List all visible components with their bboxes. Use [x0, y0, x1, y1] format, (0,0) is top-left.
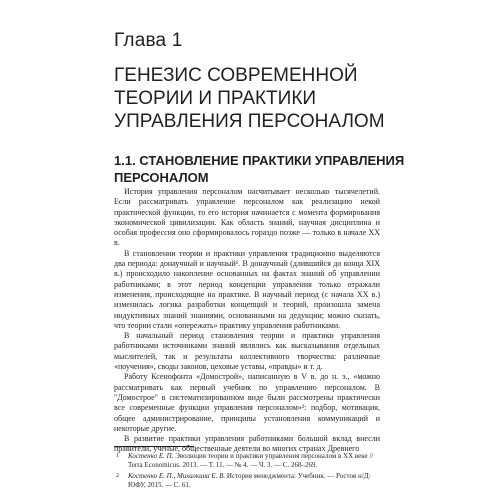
body-text — [114, 187, 380, 455]
footnote-number: 1 — [116, 453, 119, 459]
footnote — [114, 452, 380, 470]
footnote-author: Костенко Е. П. — [128, 452, 174, 460]
footnote-number: 2 — [116, 473, 119, 479]
footnote-divider — [114, 446, 194, 447]
footnote-author: Костенко Е. П., Михалкина Е. В. — [128, 472, 226, 480]
footnotes — [114, 452, 380, 492]
paragraph: История управления персоналом насчитывает несколько тысячелетий. Если рассматривать управление персоналом как реализацию некой практической функции, то его история начинается с момента формирования экономической цивилизации. Как область знаний, научная дисциплина и особая профессия оно сформировалось гораздо позже — только в начале XX в. — [114, 187, 380, 248]
paragraph: В становлении теории и практики управления традиционно выделяются два периода: донаучный и научный¹. В донаучный (длившийся до конца XIX в.) происходило накопление основанных на фактах знаний об управлении работниками; в этот период концепции управления только отражали изменения, происходящие на практике. В научный период (с начала XX в.) изменилась логика разработки концепций и теорий, произошла замена индуктивных знаний знаниями, основанными на дедукции; можно сказать, что теории стали «опережать» практику управления работниками. — [114, 248, 380, 330]
paragraph: В начальный период становления теории и практики управления работниками источниками знаний являлись как высказывания отдельных мыслителей, так и результаты коллективного творчества: различные «поучения», своды законов, цеховые уставы, «правды» и т. д. — [114, 331, 380, 372]
footnote-text: Эволюция теории и практики управления персоналом в XX веке // Terra Economicus. 2013. — Т. 11. — № 4. — Ч. 3. — С. 268–269. — [128, 452, 374, 469]
paragraph: Работу Ксенофонта «Домострой», написанную в V в. до н. э., «можно рассматривать как первый учебник по управлению персоналом. В "Домострое" в систематизированном виде были рассмотрены практически все современные функции управления персоналом»²: подбор, мотивация, общее администрирование, принципы установления коммуникаций и некоторые другие. — [114, 372, 380, 433]
chapter-title: ГЕНЕЗИС СОВРЕМЕННОЙ ТЕОРИИ И ПРАКТИКИ УПРАВЛЕНИЯ ПЕРСОНАЛОМ — [114, 65, 385, 132]
footnote — [114, 472, 380, 490]
chapter-label: Глава 1 — [114, 30, 183, 51]
paragraph: В развитие практики управления работниками большой вклад внесли правители, ученые, общественные деятели во многих странах Древнего — [114, 434, 380, 454]
footnote-text: История менеджмента: Учебник. — Ростов н/Д: ЮФУ, 2015. — С. 61. — [128, 472, 371, 489]
section-title: 1.1. СТАНОВЛЕНИЕ ПРАКТИКИ УПРАВЛЕНИЯ ПЕРСОНАЛОМ — [114, 153, 405, 185]
